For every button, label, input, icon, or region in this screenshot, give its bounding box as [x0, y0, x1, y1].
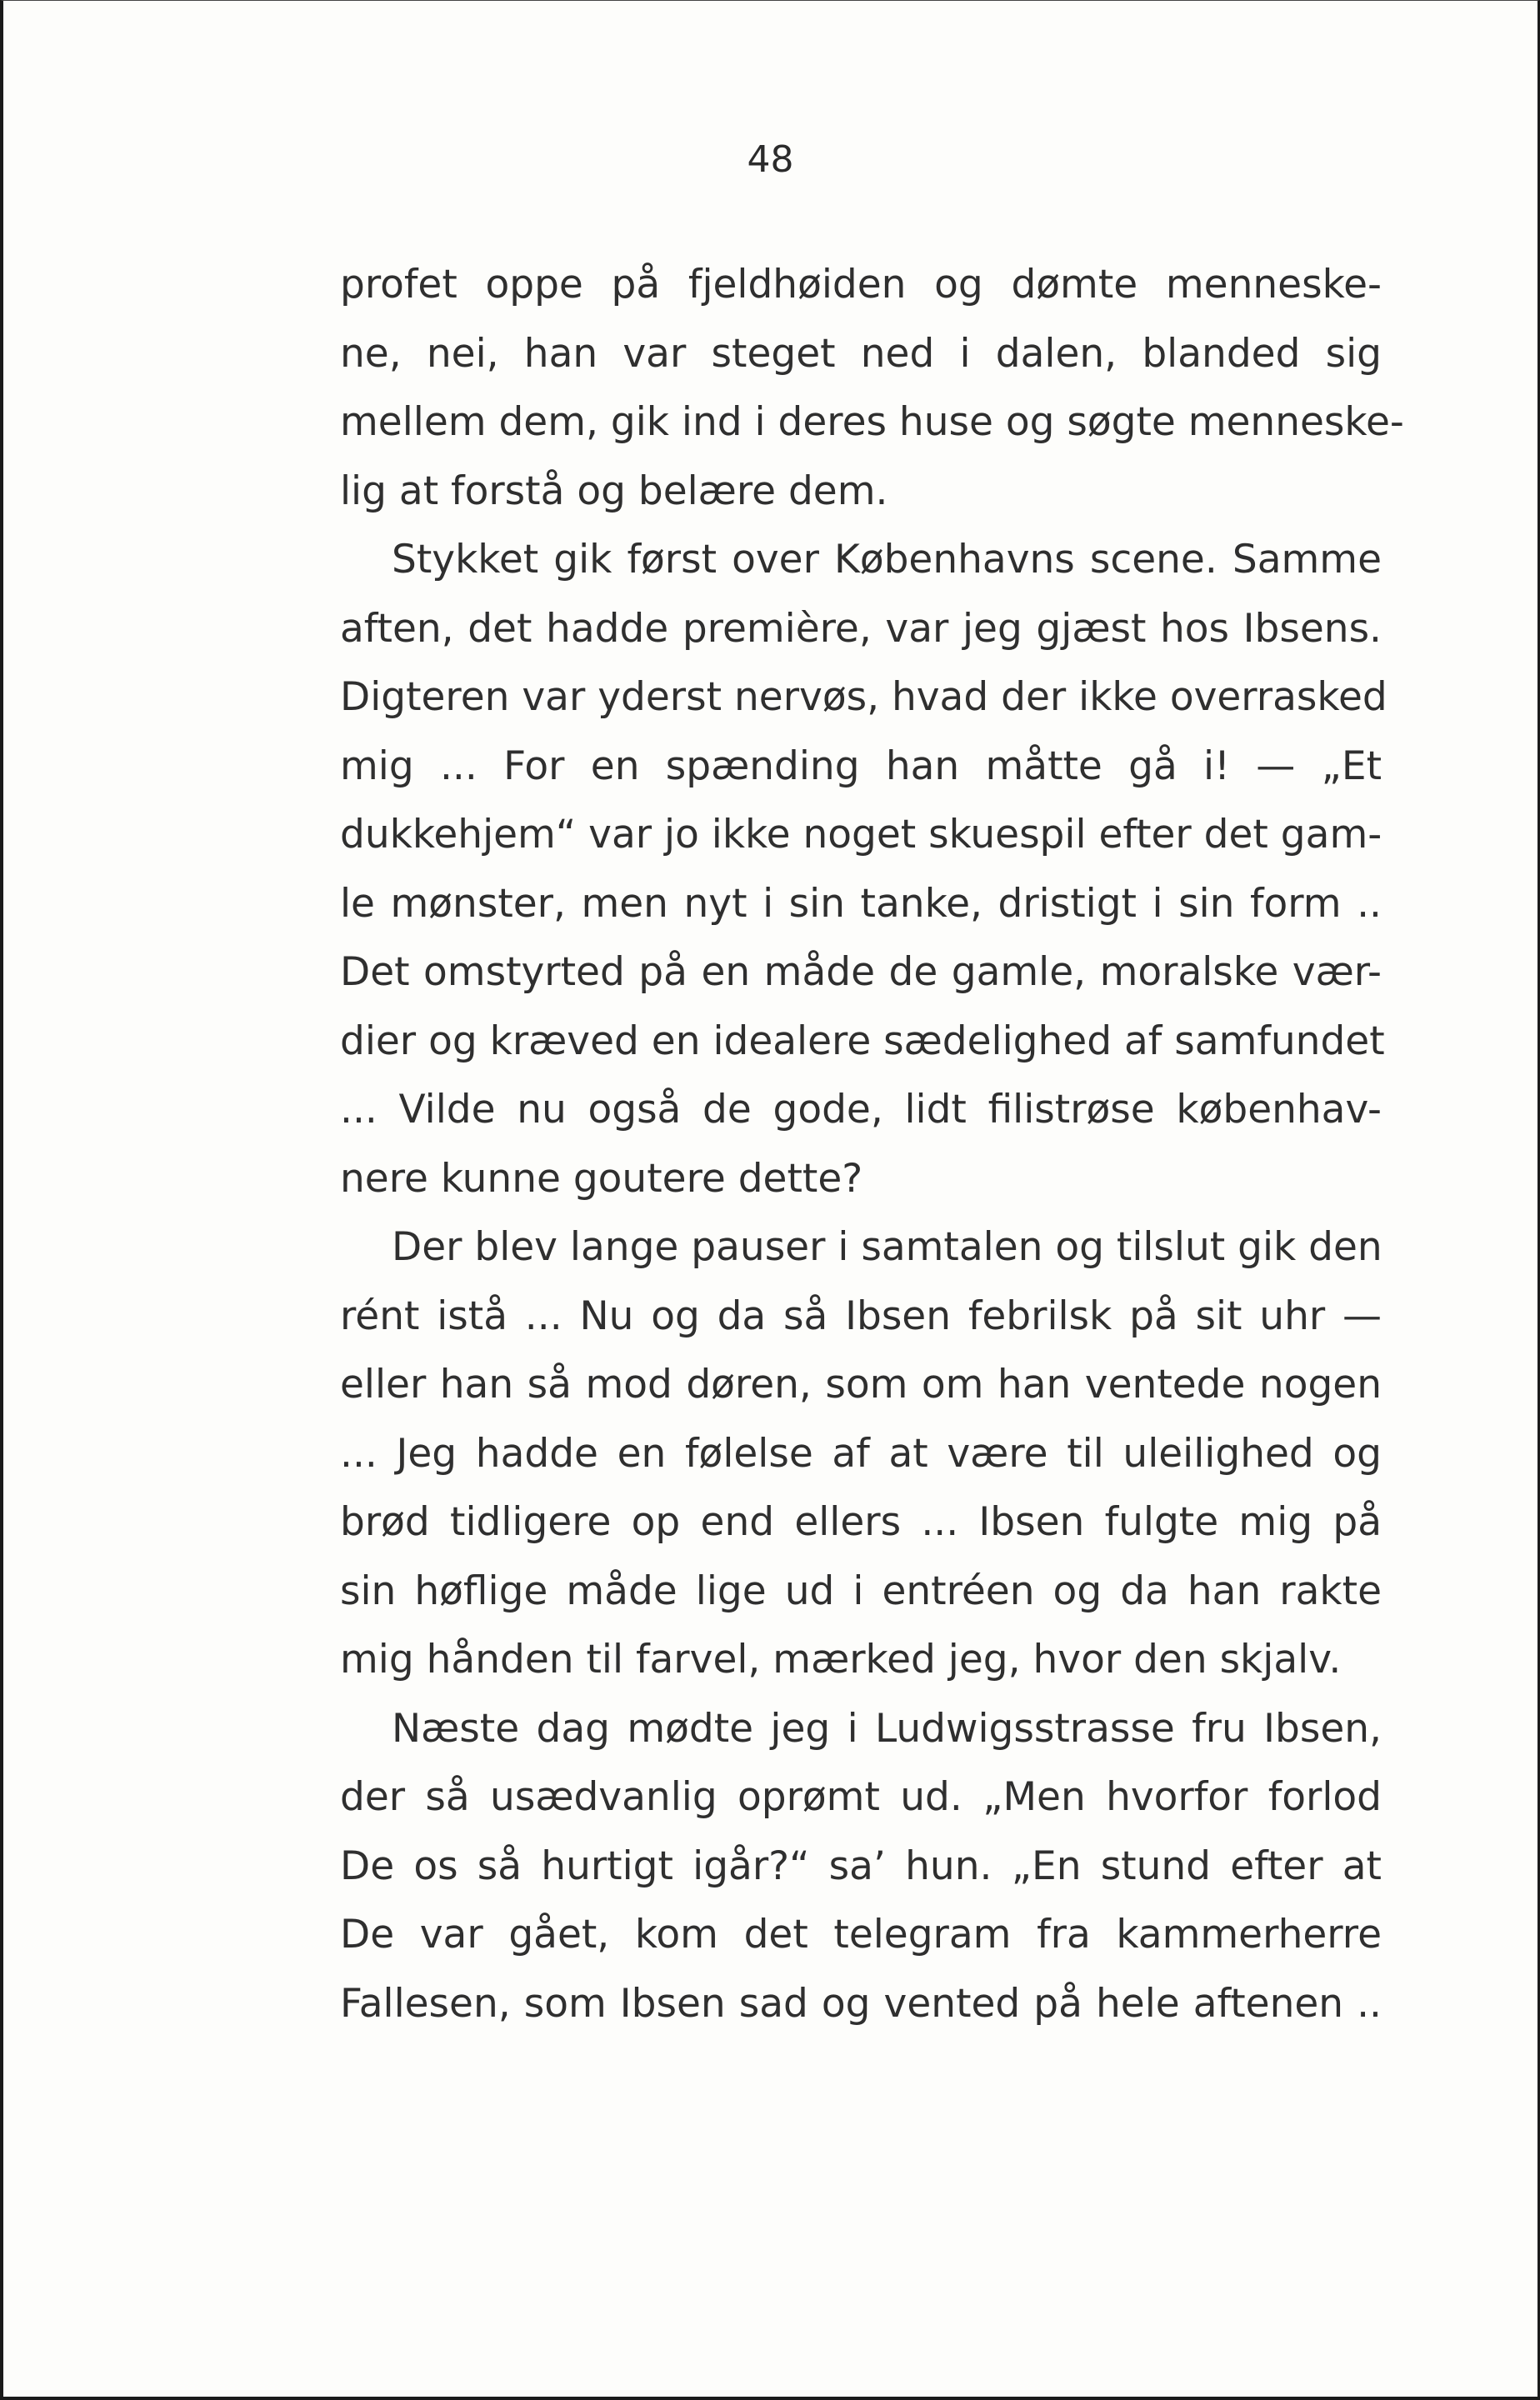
text-line: De os så hurtigt igår?“ sa’ hun. „En stund efter at	[340, 1842, 1382, 1889]
text-line: Fallesen, som Ibsen sad og vented på hele aftenen ..	[340, 1980, 1382, 2027]
text-line: Stykket gik først over Københavns scene. Samme	[392, 537, 1382, 582]
text-line: brød tidligere op end ellers ... Ibsen fulgte mig på	[340, 1499, 1382, 1545]
text-line: ... Vilde nu også de gode, lidt filistrøse københav-	[340, 1087, 1382, 1132]
paragraph	[340, 1695, 1382, 2039]
text-line: nere kunne goutere dette?	[340, 1155, 863, 1202]
page-number: 48	[747, 138, 794, 181]
text-line: ... Jeg hadde en følelse af at være til uleilighed og	[340, 1430, 1382, 1477]
text-line: der så usædvanlig oprømt ud. „Men hvorfor forlod	[340, 1774, 1382, 1820]
text-line: mig hånden til farvel, mærked jeg, hvor den skjalv.	[340, 1637, 1342, 1682]
text-line: Næste dag mødte jeg i Ludwigsstrasse fru Ibsen,	[392, 1705, 1382, 1752]
text-line: mellem dem, gik ind i deres huse og søgte menneske-	[340, 399, 1404, 445]
text-line: le mønster, men nyt i sin tanke, dristigt i sin form ..	[340, 880, 1382, 927]
text-line: ne, nei, han var steget ned i dalen, blanded sig	[340, 330, 1382, 377]
text-line: eller han så mod døren, som om han ventede nogen	[340, 1362, 1382, 1408]
paragraph	[340, 1213, 1382, 1695]
text-line: dukkehjem“ var jo ikke noget skuespil efter det gam-	[340, 812, 1382, 858]
paragraph	[340, 526, 1388, 1213]
text-line: dier og kræved en idealere sædelighed af samfundet	[340, 1018, 1385, 1064]
paragraph	[340, 251, 1404, 526]
text-line: sin høflige måde lige ud i entréen og da han rakte	[340, 1568, 1382, 1614]
text-line: Der blev lange pauser i samtalen og tilslut gik den	[392, 1224, 1382, 1270]
body-text	[340, 251, 1404, 2038]
text-line: De var gået, kom det telegram fra kammerherre	[340, 1912, 1382, 1958]
text-line: Digteren var yderst nervøs, hvad der ikke overrasked	[340, 674, 1388, 720]
text-line: lig at forstå og belære dem.	[340, 468, 888, 514]
text-line: Det omstyrted på en måde de gamle, moralske vær-	[340, 949, 1382, 995]
text-line: aften, det hadde première, var jeg gjæst hos Ibsens.	[340, 605, 1382, 652]
text-line: rént istå ... Nu og da så Ibsen febrilsk på sit uhr —	[340, 1292, 1382, 1339]
text-line: mig ... For en spænding han måtte gå i! — „Et	[340, 742, 1382, 789]
text-line: profet oppe på fjeldhøiden og dømte menneske-	[340, 262, 1382, 308]
